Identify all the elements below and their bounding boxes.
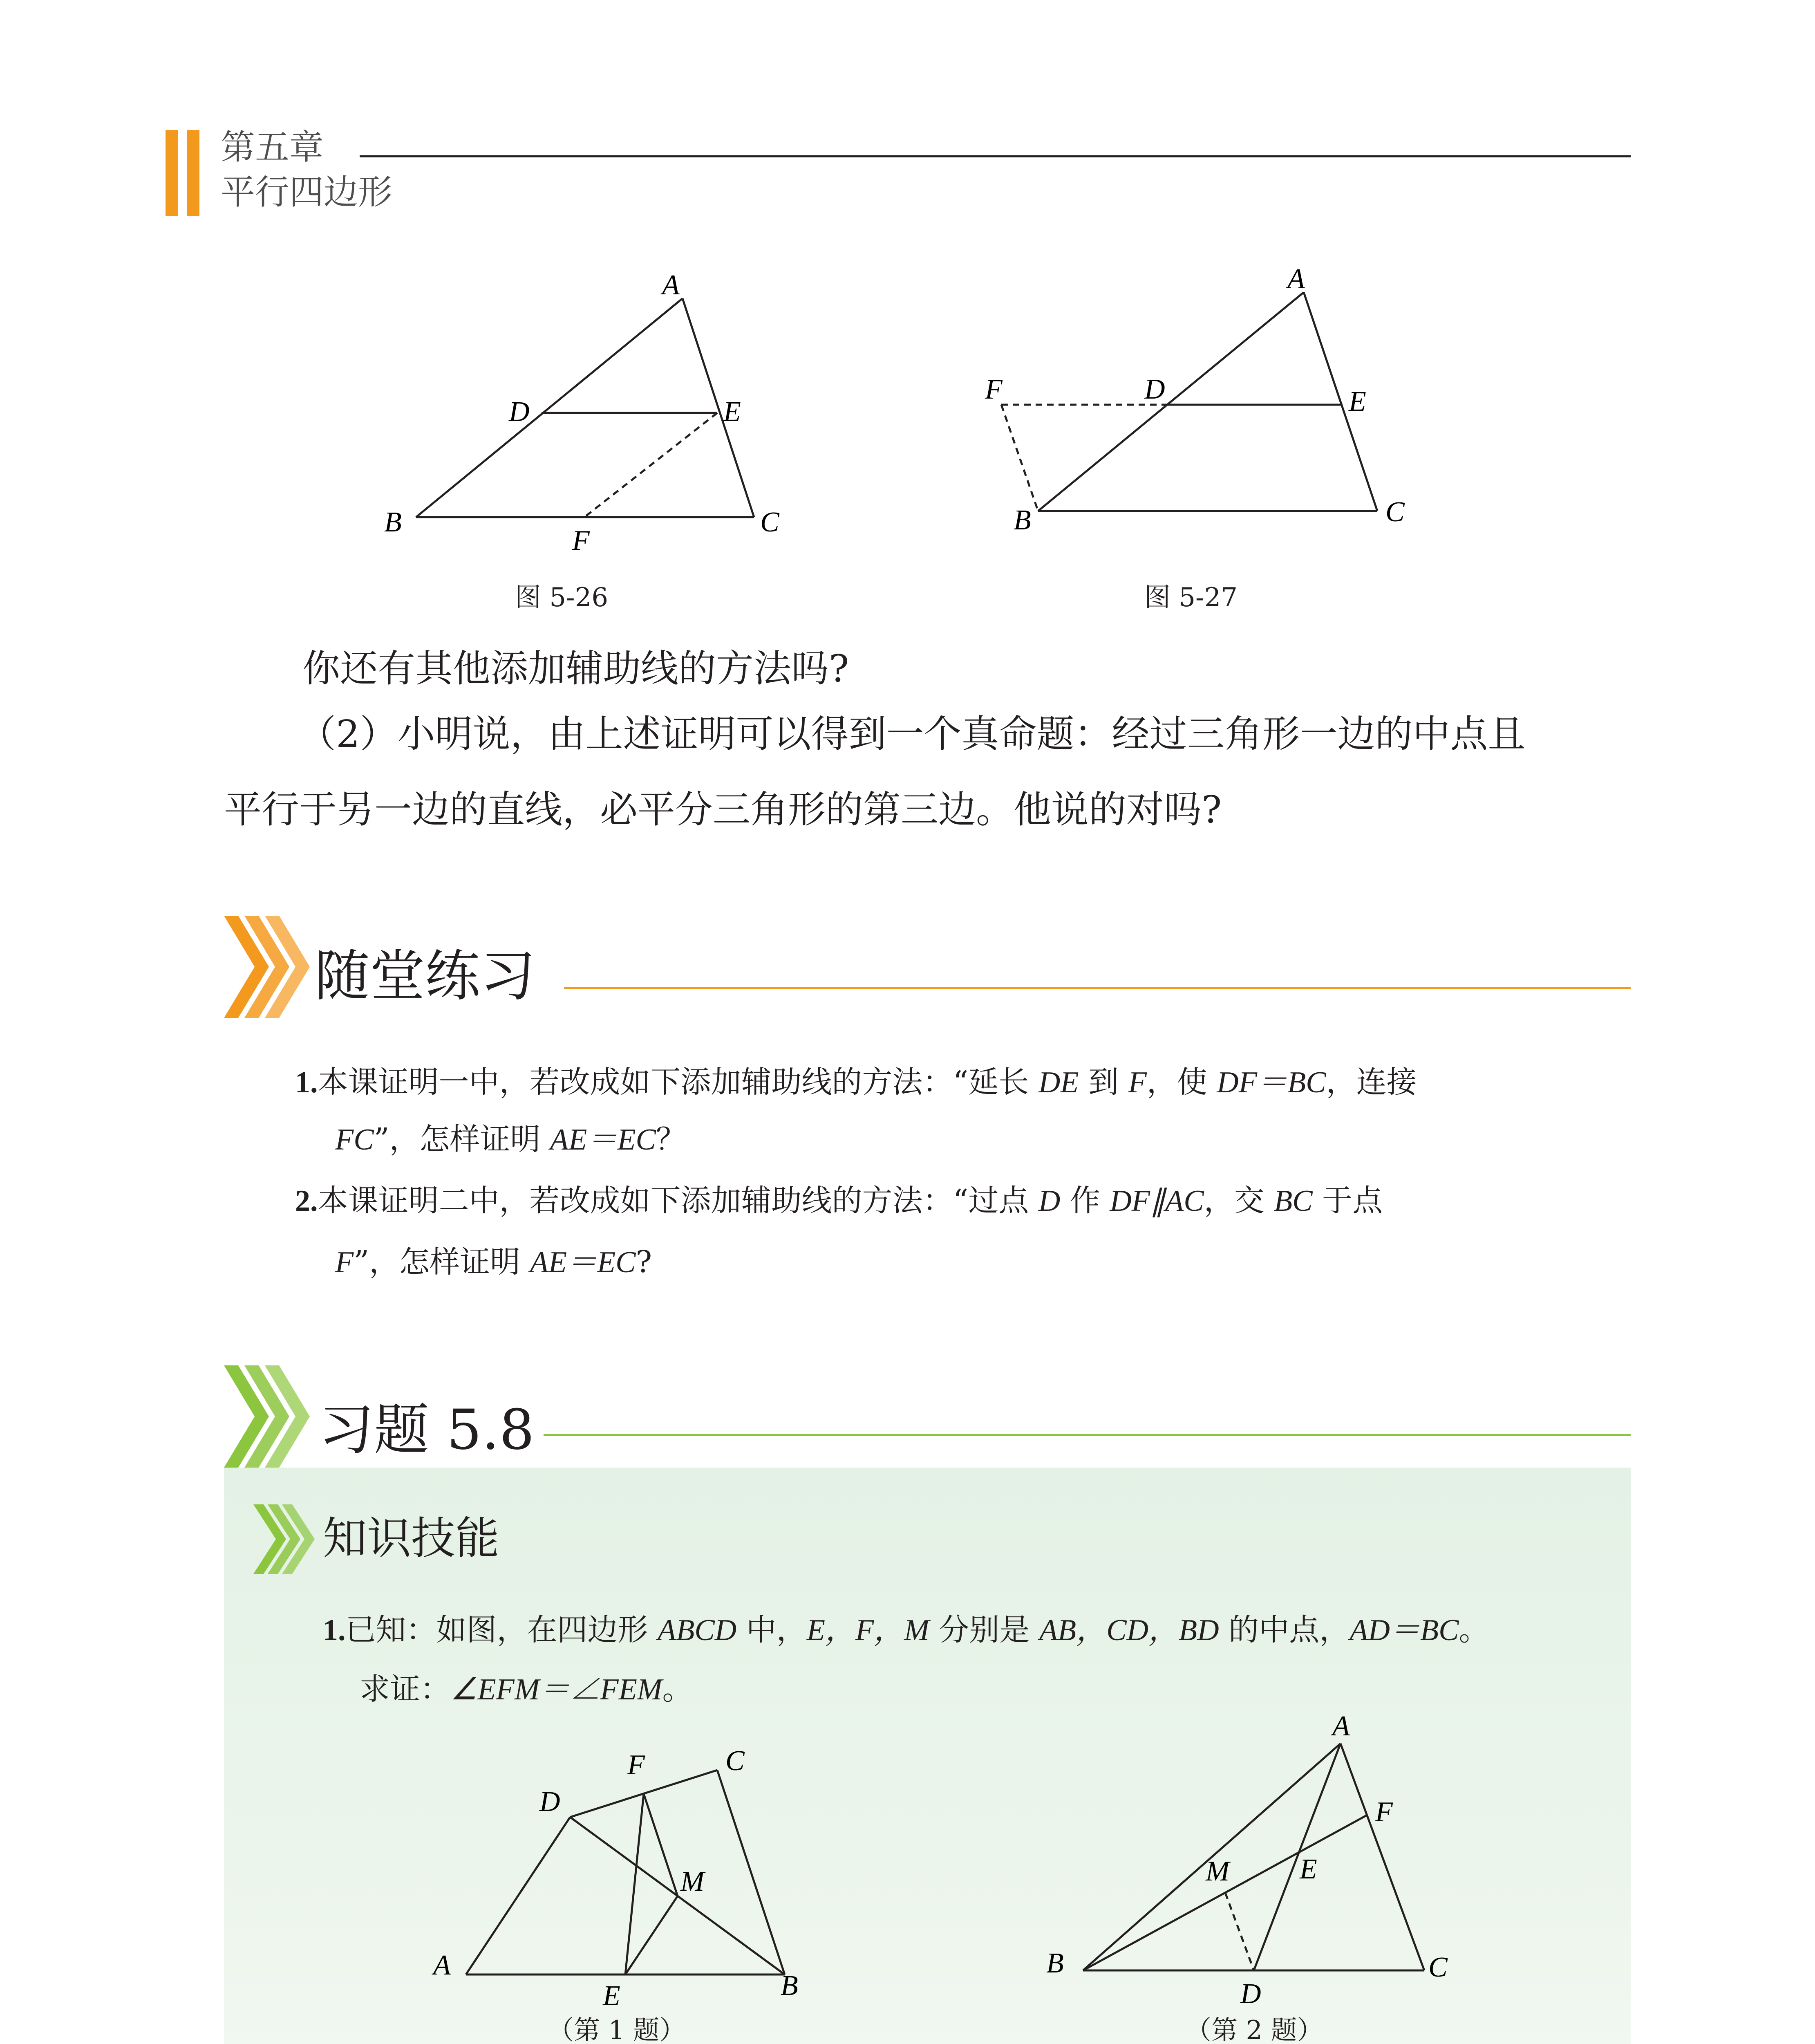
ex1-label-a: A (433, 1950, 451, 1981)
fig27-side-ac (1304, 292, 1377, 511)
question-2-line-2: 平行于另一边的直线，必平分三角形的第三边。他说的对吗? (224, 788, 1222, 831)
fig26-side-ac (683, 298, 754, 517)
chapter-title: 平行四边形 (221, 172, 393, 212)
fig26-label-a: A (662, 269, 680, 301)
figure-5-26 (368, 262, 817, 556)
ex1-segment-fm (644, 1794, 678, 1896)
practice-title: 随堂练习 (315, 944, 535, 1008)
fig27-side-ab (1038, 292, 1304, 511)
header-bar-1 (166, 130, 178, 216)
exercise-chevron-icon (224, 1365, 310, 1468)
figure-exercise-2 (1038, 1705, 1488, 2024)
fig26-side-ab (416, 298, 683, 517)
ex2-side-ac (1341, 1744, 1424, 1970)
header-rule (360, 155, 1631, 157)
practice-item-1-line-2: FC”，怎样证明 AE＝EC？ (335, 1122, 686, 1157)
ex1-side-cb (717, 1770, 785, 1975)
ex2-label-f: F (1375, 1796, 1393, 1828)
ex1-segment-ef (625, 1794, 644, 1975)
question-other-methods: 你还有其他添加辅助线的方法吗? (302, 647, 849, 690)
ex2-label-b: B (1046, 1948, 1064, 1979)
fig26-label-b: B (384, 507, 402, 538)
fig27-label-f: F (985, 374, 1003, 405)
ex1-label-b: B (781, 1970, 798, 2001)
ex1-caption: （第 1 题） (548, 2015, 686, 2044)
skills-chevron-icon (253, 1504, 315, 1574)
ex2-label-d: D (1240, 1978, 1261, 2010)
fig27-label-b: B (1014, 504, 1031, 536)
practice-item-1-line-1: 1.本课证明一中，若改成如下添加辅助线的方法：“延长 DE 到 F，使 DF＝BC，连接 (295, 1065, 1417, 1100)
ex1-label-e: E (603, 1980, 620, 2012)
exercise-1-line-2: 求证：∠EFM＝∠FEM。 (360, 1672, 693, 1707)
ex2-label-m: M (1206, 1856, 1230, 1887)
ex2-label-e: E (1300, 1853, 1317, 1885)
ex2-label-a: A (1332, 1710, 1350, 1742)
ex2-median-ad (1254, 1744, 1341, 1970)
ex1-label-m: M (680, 1866, 705, 1897)
figure-5-27 (973, 253, 1463, 540)
fig27-label-d: D (1144, 374, 1165, 405)
ex2-caption: （第 2 题） (1185, 2015, 1323, 2044)
fig27-label-c: C (1385, 496, 1405, 528)
ex2-dashed-md (1225, 1893, 1254, 1970)
practice-item-2-line-1: 2.本课证明二中，若改成如下添加辅助线的方法：“过点 D 作 DF∥AC，交 BC 于点 (295, 1183, 1383, 1218)
question-2-line-1: （2）小明说，由上述证明可以得到一个真命题：经过三角形一边的中点且 (298, 712, 1526, 756)
exercise-rule (544, 1434, 1631, 1436)
ex1-label-d: D (539, 1786, 560, 1818)
chapter-label: 第五章 (221, 127, 324, 167)
fig27-label-a: A (1287, 263, 1305, 295)
ex2-label-c: C (1428, 1952, 1448, 1983)
fig26-dashed-ef (584, 413, 717, 517)
practice-item-2-line-2: F”，怎样证明 AE＝EC? (335, 1244, 652, 1280)
ex2-segment-bf (1083, 1815, 1367, 1970)
ex1-segment-em (625, 1896, 678, 1975)
fig26-label-d: D (509, 396, 530, 428)
fig26-label-c: C (760, 507, 779, 538)
ex1-label-f: F (627, 1749, 645, 1781)
ex1-label-c: C (725, 1745, 745, 1777)
practice-chevron-icon (224, 916, 310, 1018)
practice-rule (564, 987, 1631, 989)
exercise-1-line-1: 1.已知：如图，在四边形 ABCD 中，E，F，M 分别是 AB，CD，BD 的中点，AD＝BC。 (323, 1612, 1489, 1647)
fig27-dashed-fb (1001, 405, 1038, 511)
fig26-caption: 图 5-26 (515, 583, 609, 613)
fig26-label-f: F (572, 525, 590, 556)
fig27-label-e: E (1349, 386, 1366, 417)
fig27-caption: 图 5-27 (1144, 583, 1238, 613)
header-bar-2 (187, 130, 199, 216)
figure-exercise-1 (417, 1737, 842, 2024)
exercise-title: 习题 5.8 (319, 1398, 535, 1462)
ex1-side-ad (466, 1817, 570, 1975)
fig26-label-e: E (723, 396, 741, 428)
skills-title: 知识技能 (323, 1513, 500, 1564)
